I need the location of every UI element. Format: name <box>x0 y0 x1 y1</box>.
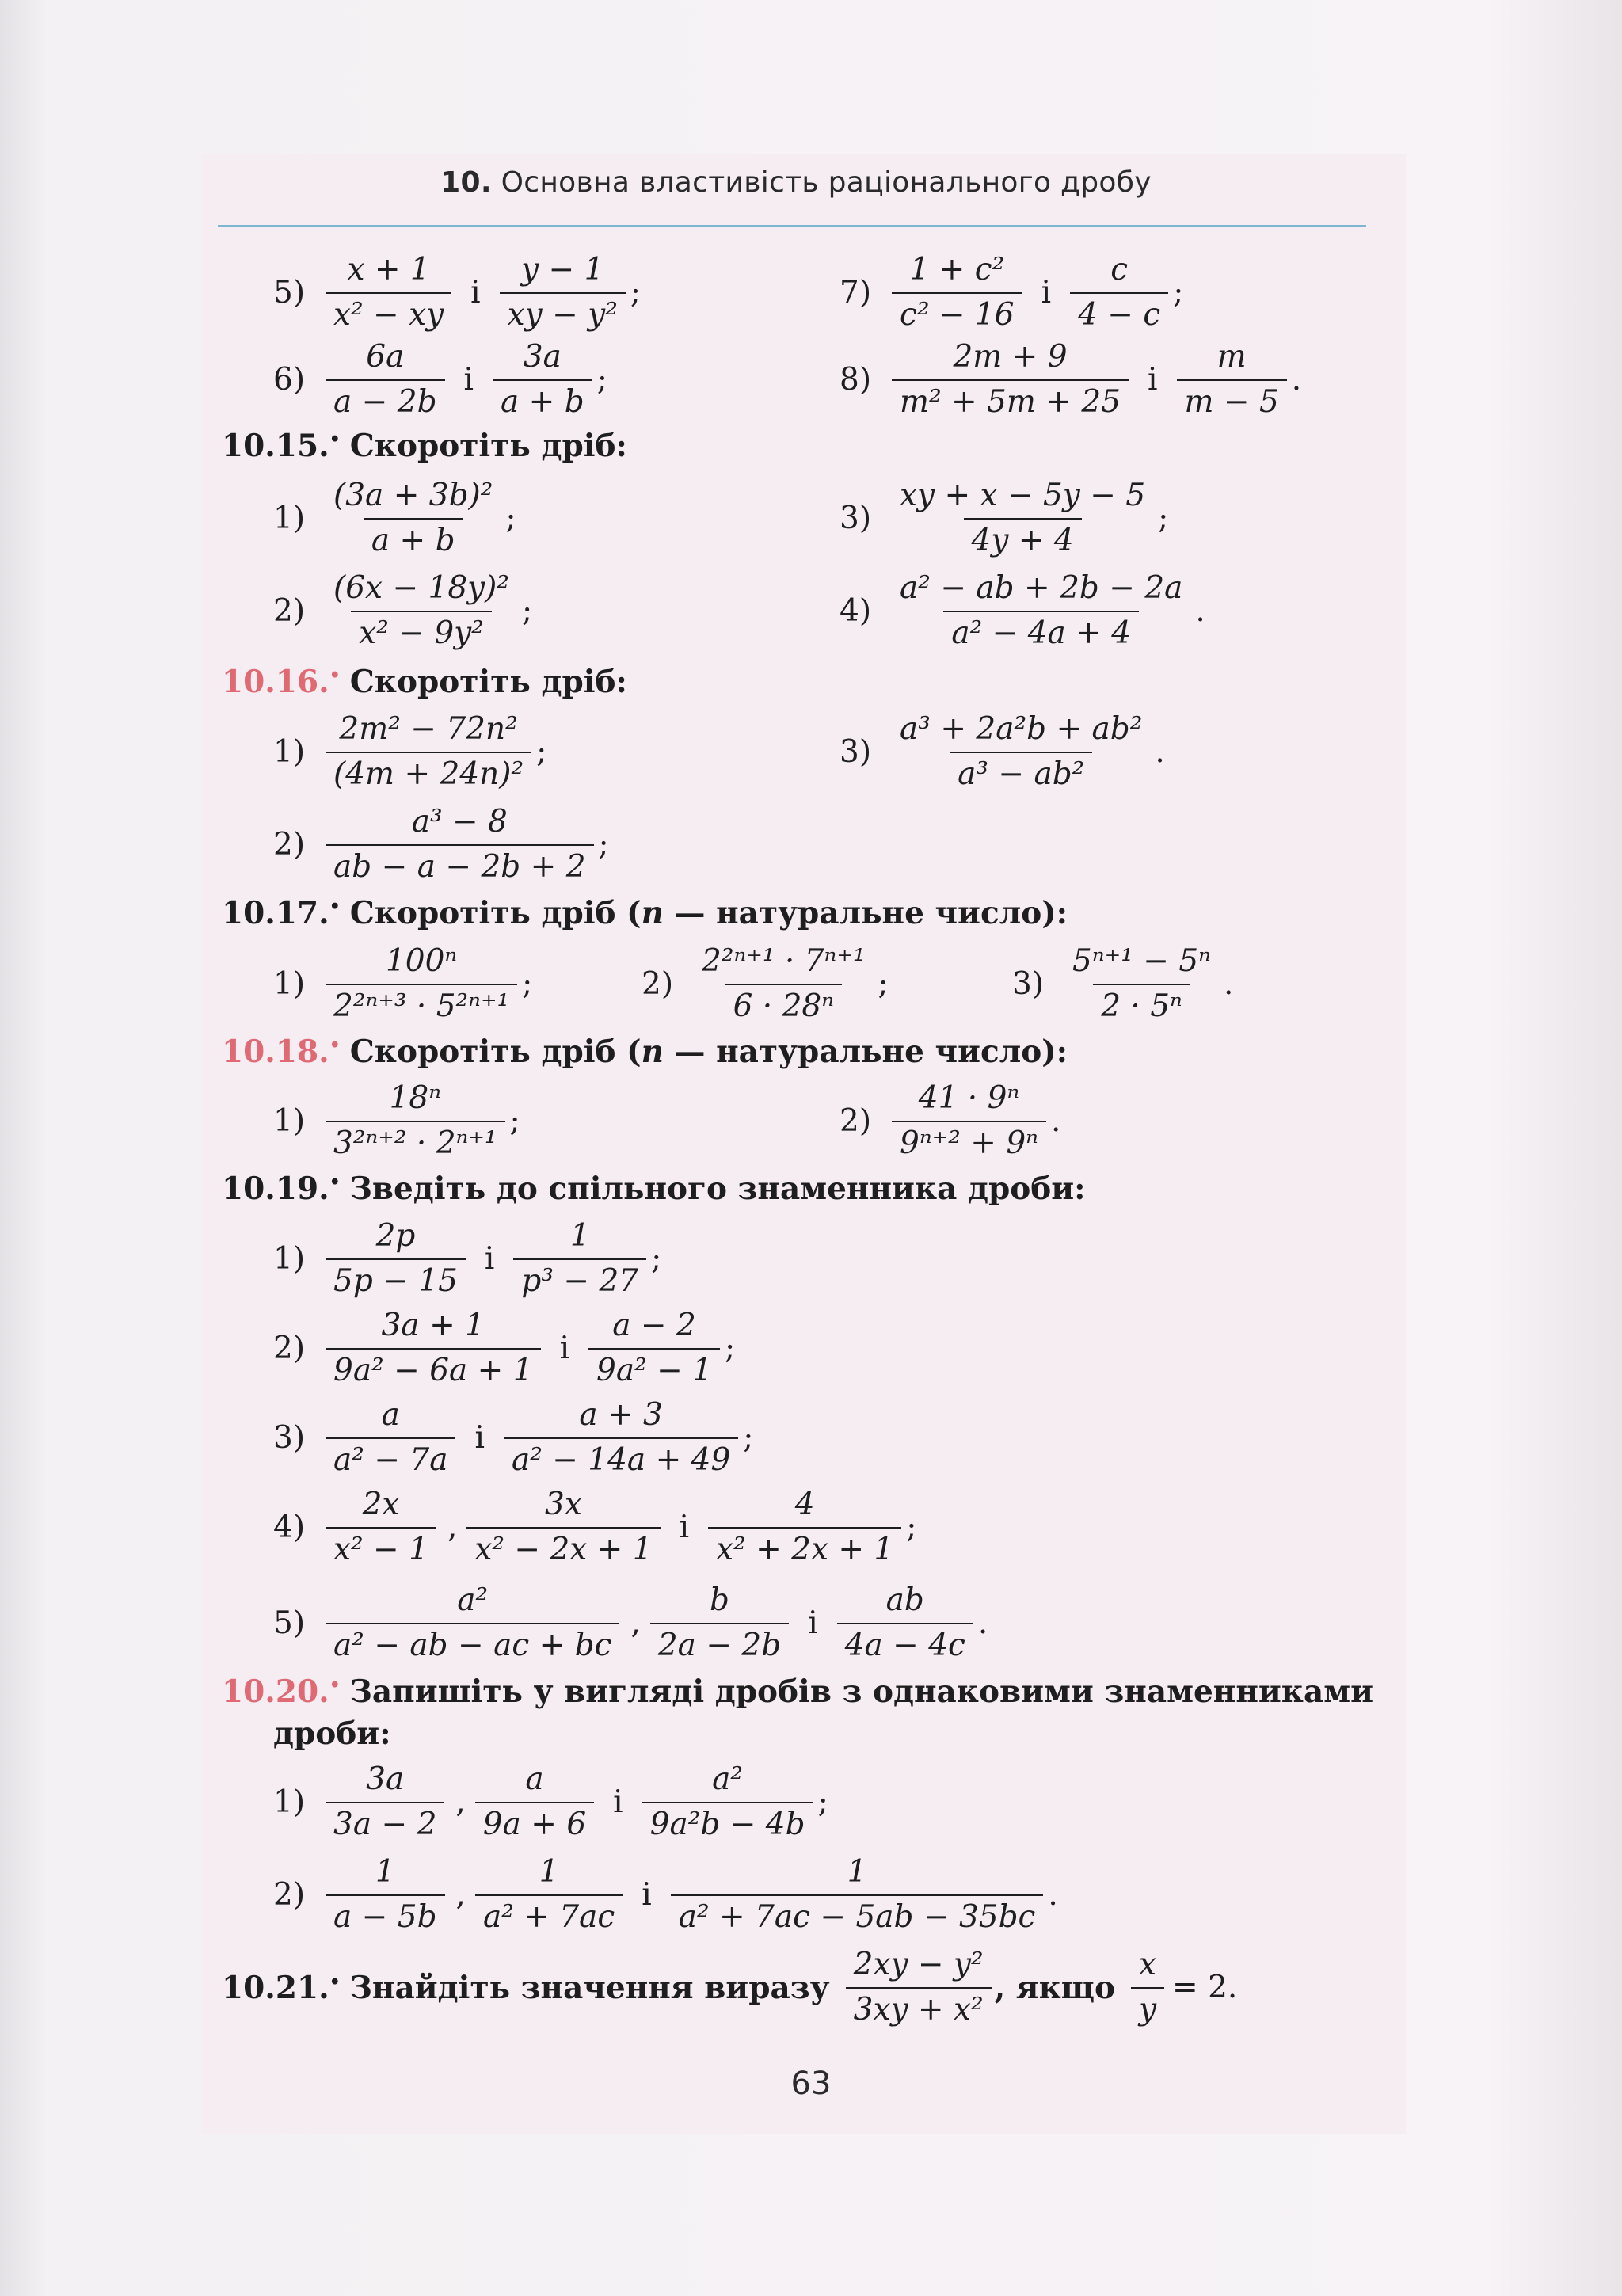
task-text: Зведіть до спільного знаменника дроби: <box>349 1171 1086 1207</box>
fraction <box>892 713 1150 792</box>
punctuation: . <box>1291 362 1302 398</box>
denominator: 2²ⁿ⁺³ · 5²ⁿ⁺¹ <box>326 984 517 1024</box>
section-number: 10. <box>440 166 492 199</box>
punctuation: . <box>1223 966 1234 1003</box>
fraction <box>326 1763 444 1842</box>
item-label: 4) <box>273 1510 306 1546</box>
denominator: 9a + 6 <box>475 1802 594 1842</box>
exercise-item <box>273 479 516 558</box>
punctuation: ; <box>522 966 533 1003</box>
conjunction: і <box>470 275 481 311</box>
conjunction: і <box>1041 275 1052 311</box>
difficulty-dot: • <box>329 429 341 450</box>
punctuation: ; <box>598 827 609 863</box>
denominator: x² − 1 <box>326 1527 436 1567</box>
punctuation: ; <box>906 1510 917 1546</box>
punctuation: . <box>1155 734 1165 771</box>
numerator: 2m² − 72n² <box>339 711 518 747</box>
task-number: 10.21. <box>222 1969 329 2006</box>
punctuation: ; <box>1158 501 1169 537</box>
task-10-19 <box>222 1171 1086 1207</box>
fraction <box>837 1584 973 1663</box>
exercise-item <box>273 1220 661 1299</box>
punctuation: ; <box>817 1784 828 1821</box>
numerator: 1 <box>375 1854 395 1890</box>
fraction <box>326 1309 541 1388</box>
numerator: a³ + 2a²b + ab² <box>900 711 1143 747</box>
fraction <box>475 1856 623 1935</box>
numerator: 6a <box>366 339 405 375</box>
numerator: (6x − 18y)² <box>333 570 510 606</box>
item-label: 1) <box>273 966 306 1003</box>
denominator: 3a − 2 <box>326 1802 444 1842</box>
numerator: 3a <box>523 339 562 375</box>
conjunction: і <box>679 1510 690 1546</box>
task-text: дроби: <box>273 1715 391 1752</box>
numerator: a² <box>457 1582 489 1618</box>
item-label: 7) <box>840 275 872 311</box>
fraction <box>846 1948 992 2028</box>
punctuation: ; <box>651 1241 662 1277</box>
numerator: (3a + 3b)² <box>333 478 493 513</box>
conjunction: і <box>1148 362 1158 398</box>
numerator: 100ⁿ <box>385 943 458 979</box>
task-10-21 <box>222 1948 1237 2028</box>
item-label: 8) <box>840 362 872 398</box>
denominator: 2a − 2b <box>650 1623 789 1663</box>
exercise-item <box>273 945 532 1024</box>
fraction <box>1131 1948 1164 2028</box>
denominator: c² − 16 <box>892 292 1022 333</box>
task-10-20-cont <box>273 1715 391 1752</box>
numerator: 1 + c² <box>909 252 1005 287</box>
fraction <box>500 253 626 333</box>
fraction <box>708 1488 901 1567</box>
item-label: 2) <box>273 1331 306 1367</box>
item-label: 4) <box>840 593 872 630</box>
task-text: = 2. <box>1172 1970 1238 2006</box>
task-10-16 <box>222 664 627 700</box>
task-text: Скоротіть дріб ( <box>349 895 642 931</box>
fraction <box>326 253 451 333</box>
item-label: 2) <box>273 593 306 630</box>
exercise-item <box>273 1399 753 1478</box>
fraction <box>892 572 1190 651</box>
denominator: x² + 2x + 1 <box>708 1527 901 1567</box>
task-number: 10.17. <box>222 895 329 931</box>
numerator: 1 <box>539 1854 559 1890</box>
numerator: 4 <box>794 1487 815 1522</box>
numerator: b <box>710 1582 729 1618</box>
task-text: Запишіть у вигляді дробів з однаковими знаменниками <box>349 1673 1374 1710</box>
numerator: 2m + 9 <box>953 339 1068 375</box>
item-label: 5) <box>273 275 306 311</box>
exercise-item <box>273 253 641 333</box>
fraction <box>326 1856 445 1935</box>
denominator: ab − a − 2b + 2 <box>326 844 593 885</box>
item-label: 3) <box>1012 966 1045 1003</box>
punctuation: . <box>1195 593 1205 630</box>
numerator: 5ⁿ⁺¹ − 5ⁿ <box>1072 943 1211 979</box>
conjunction: і <box>474 1420 485 1456</box>
numerator: a³ − 8 <box>411 804 508 840</box>
item-label: 2) <box>840 1103 872 1140</box>
denominator: 6 · 28ⁿ <box>725 984 842 1024</box>
exercise-item <box>273 1488 916 1567</box>
denominator: x² − xy <box>326 292 451 333</box>
numerator: a − 2 <box>612 1308 696 1343</box>
punctuation: . <box>977 1605 988 1642</box>
punctuation: . <box>1048 1877 1058 1913</box>
fraction <box>694 945 874 1024</box>
fraction <box>504 1399 738 1478</box>
fraction <box>493 341 592 420</box>
punctuation: ; <box>878 966 889 1003</box>
exercise-item <box>273 1082 520 1161</box>
fraction <box>588 1309 720 1388</box>
difficulty-dot: • <box>329 897 341 917</box>
numerator: a + 3 <box>579 1397 663 1433</box>
numerator: m <box>1216 339 1247 375</box>
fraction <box>513 1220 646 1299</box>
denominator: x² − 9y² <box>351 611 492 651</box>
task-number: 10.19. <box>222 1171 329 1207</box>
item-label: 1) <box>273 501 306 537</box>
punctuation: ; <box>505 501 516 537</box>
fraction <box>326 572 517 651</box>
denominator: a − 5b <box>326 1894 445 1935</box>
exercise-item <box>840 572 1205 651</box>
exercise-item <box>273 1309 735 1388</box>
exercise-item <box>273 1584 988 1663</box>
numerator: 1 <box>569 1218 590 1254</box>
fraction <box>326 1220 466 1299</box>
numerator: a² <box>712 1761 744 1797</box>
exercise-item <box>273 1856 1058 1935</box>
denominator: 2 · 5ⁿ <box>1093 984 1190 1024</box>
fraction <box>1064 945 1219 1024</box>
denominator: a² − 14a + 49 <box>504 1437 738 1478</box>
task-text: Скоротіть дріб: <box>349 664 627 700</box>
item-label: 3) <box>840 734 872 771</box>
task-number: 10.16. <box>222 664 329 700</box>
difficulty-dot: • <box>329 665 341 686</box>
fraction <box>1177 341 1287 420</box>
denominator: a² − 4a + 4 <box>943 611 1139 651</box>
fraction <box>892 253 1022 333</box>
punctuation: ; <box>743 1420 754 1456</box>
numerator: xy + x − 5y − 5 <box>900 478 1146 513</box>
item-label: 1) <box>273 734 306 771</box>
fraction <box>326 805 593 885</box>
denominator: m² + 5m + 25 <box>892 379 1129 420</box>
numerator: 1 <box>847 1854 867 1890</box>
numerator: 3x <box>545 1487 582 1522</box>
punctuation: ; <box>725 1331 736 1367</box>
exercise-item <box>840 1082 1060 1161</box>
numerator: x + 1 <box>347 252 430 287</box>
variable: n <box>641 1034 664 1070</box>
denominator: a − 2b <box>326 379 445 420</box>
difficulty-dot: • <box>329 1675 341 1696</box>
numerator: 18ⁿ <box>389 1080 441 1116</box>
denominator: 9ⁿ⁺² + 9ⁿ <box>892 1121 1046 1161</box>
numerator: 3a <box>366 1761 405 1797</box>
fraction <box>892 1082 1046 1161</box>
punctuation: ; <box>1173 275 1184 311</box>
fraction <box>671 1856 1044 1935</box>
item-label: 2) <box>642 966 674 1003</box>
conjunction: і <box>484 1241 495 1277</box>
section-title: Основна властивість раціонального дробу <box>501 166 1152 199</box>
variable: n <box>641 895 664 931</box>
task-text: , якщо <box>994 1969 1115 2006</box>
exercise-item <box>273 713 546 792</box>
fraction <box>326 1584 619 1663</box>
numerator: a <box>525 1761 544 1797</box>
item-label: 5) <box>273 1605 306 1642</box>
comma: , <box>630 1605 641 1642</box>
page-number: 63 <box>790 2066 832 2102</box>
denominator: (4m + 24n)² <box>326 752 531 792</box>
denominator: 5p − 15 <box>326 1258 466 1299</box>
exercise-item <box>642 945 889 1024</box>
fraction <box>1070 253 1168 333</box>
fraction <box>326 1488 436 1567</box>
punctuation: . <box>1050 1103 1061 1140</box>
item-label: 3) <box>840 501 872 537</box>
task-10-20 <box>222 1673 1373 1710</box>
task-10-17 <box>222 895 1068 931</box>
exercise-item <box>840 341 1301 420</box>
exercise-item <box>840 479 1168 558</box>
comma: , <box>455 1877 466 1913</box>
comma: , <box>447 1510 458 1546</box>
conjunction: і <box>642 1877 652 1913</box>
denominator: a + b <box>493 379 592 420</box>
denominator: 4a − 4c <box>837 1623 973 1663</box>
task-number: 10.20. <box>222 1673 329 1710</box>
punctuation: ; <box>596 362 607 398</box>
punctuation: ; <box>630 275 641 311</box>
task-number: 10.15. <box>222 428 329 464</box>
task-text: Скоротіть дріб ( <box>349 1034 642 1070</box>
denominator: x² − 2x + 1 <box>466 1527 660 1567</box>
item-label: 2) <box>273 1877 306 1913</box>
item-label: 1) <box>273 1784 306 1821</box>
fraction <box>326 1399 455 1478</box>
difficulty-dot: • <box>329 1035 341 1056</box>
fraction <box>326 479 501 558</box>
numerator: 2x <box>362 1487 400 1522</box>
exercise-item <box>840 253 1183 333</box>
numerator: 2²ⁿ⁺¹ · 7ⁿ⁺¹ <box>702 943 866 979</box>
fraction <box>892 479 1153 558</box>
fraction <box>475 1763 594 1842</box>
numerator: 3a + 1 <box>381 1308 485 1343</box>
fraction <box>642 1763 813 1842</box>
exercise-item <box>273 1763 828 1842</box>
exercise-item <box>273 805 609 885</box>
numerator: 2p <box>375 1218 416 1254</box>
denominator: m − 5 <box>1177 379 1287 420</box>
conjunction: і <box>613 1784 623 1821</box>
exercise-item <box>1012 945 1233 1024</box>
task-text: Скоротіть дріб: <box>349 428 627 464</box>
item-label: 1) <box>273 1241 306 1277</box>
denominator: p³ − 27 <box>513 1258 646 1299</box>
denominator: a² − ab − ac + bc <box>326 1623 619 1663</box>
punctuation: ; <box>509 1103 520 1140</box>
fraction <box>326 713 531 792</box>
exercise-item <box>273 341 607 420</box>
denominator: 3²ⁿ⁺² · 2ⁿ⁺¹ <box>326 1121 505 1161</box>
task-text: — натуральне число): <box>663 895 1068 931</box>
fraction <box>326 1082 505 1161</box>
task-10-18 <box>222 1034 1068 1070</box>
denominator: y <box>1131 1987 1164 2028</box>
item-label: 1) <box>273 1103 306 1140</box>
fraction <box>892 341 1129 420</box>
difficulty-dot: • <box>329 1172 341 1193</box>
denominator: 4y + 4 <box>964 518 1082 558</box>
difficulty-dot: • <box>329 1972 341 1993</box>
numerator: a <box>381 1397 400 1433</box>
item-label: 3) <box>273 1420 306 1456</box>
conjunction: і <box>559 1331 570 1367</box>
denominator: 9a² − 6a + 1 <box>326 1348 541 1388</box>
conjunction: і <box>808 1605 818 1642</box>
numerator: y − 1 <box>521 252 604 287</box>
denominator: a² + 7ac <box>475 1894 623 1935</box>
task-text: — натуральне число): <box>663 1034 1068 1070</box>
fraction <box>326 341 445 420</box>
denominator: 4 − c <box>1070 292 1168 333</box>
fraction <box>650 1584 789 1663</box>
item-label: 2) <box>273 827 306 863</box>
task-10-15 <box>222 428 627 464</box>
denominator: 9a² − 1 <box>588 1348 720 1388</box>
fraction <box>466 1488 660 1567</box>
conjunction: і <box>463 362 474 398</box>
task-text: Знайдіть значення виразу <box>349 1969 830 2006</box>
item-label: 6) <box>273 362 306 398</box>
exercise-item <box>840 713 1165 792</box>
task-number: 10.18. <box>222 1034 329 1070</box>
exercise-item <box>273 572 532 651</box>
denominator: 9a²b − 4b <box>642 1802 813 1842</box>
denominator: a + b <box>364 518 463 558</box>
numerator: 2xy − y² <box>853 1947 984 1982</box>
comma: , <box>455 1784 466 1821</box>
punctuation: ; <box>522 593 533 630</box>
fraction <box>326 945 517 1024</box>
numerator: 41 · 9ⁿ <box>918 1080 1020 1116</box>
numerator: x <box>1138 1947 1156 1982</box>
denominator: a² + 7ac − 5ab − 35bc <box>671 1894 1044 1935</box>
denominator: a³ − ab² <box>950 752 1092 792</box>
punctuation: ; <box>536 734 547 771</box>
numerator: c <box>1110 252 1129 287</box>
denominator: xy − y² <box>500 292 626 333</box>
numerator: a² − ab + 2b − 2a <box>900 570 1183 606</box>
denominator: a² − 7a <box>326 1437 455 1478</box>
numerator: ab <box>885 1582 924 1618</box>
denominator: 3xy + x² <box>846 1987 992 2028</box>
